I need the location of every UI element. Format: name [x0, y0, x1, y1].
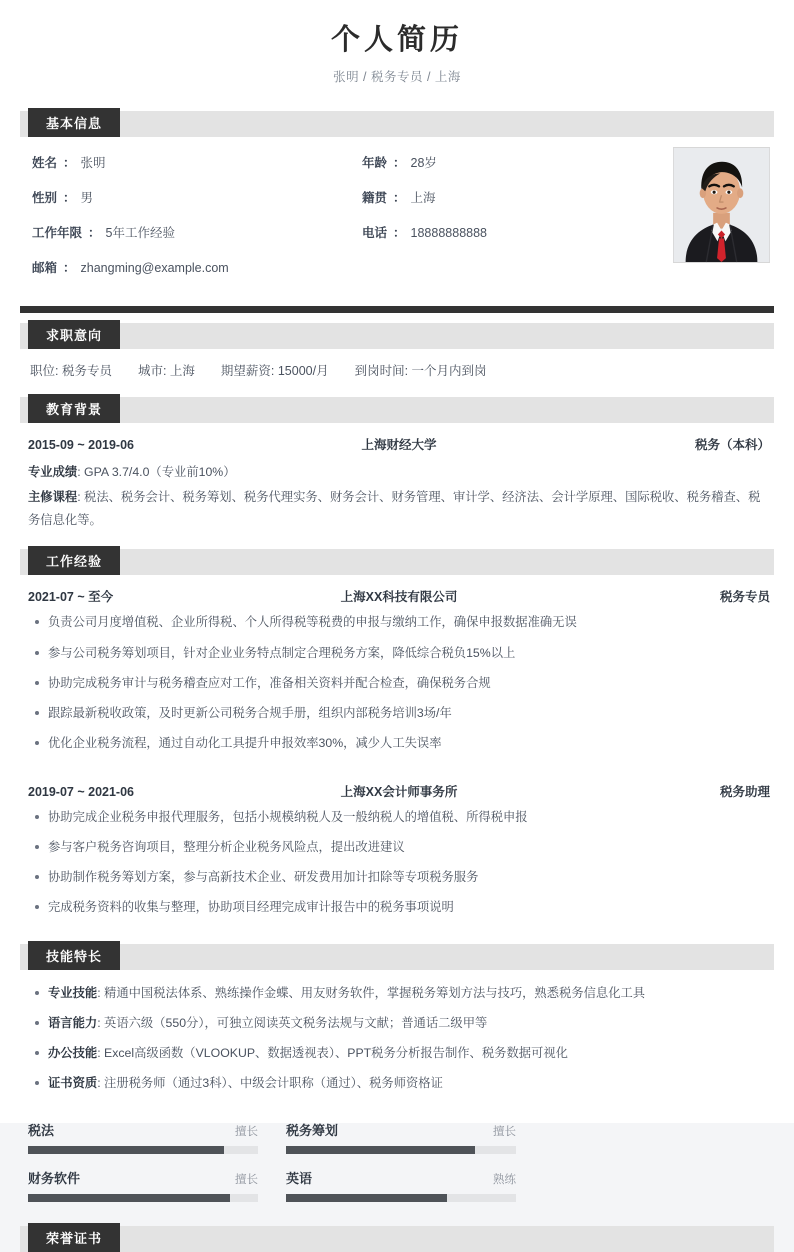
skill-label: 证书资质: [48, 1076, 98, 1091]
field-colon: ：: [393, 156, 406, 171]
skill-bar-fill: [28, 1146, 224, 1154]
skills-block: [20, 970, 774, 1110]
avatar: [673, 147, 770, 263]
field-value: 男: [80, 191, 94, 206]
detail-text: : GPA 3.7/4.0（专业前10%）: [77, 465, 236, 480]
section-title-intent: 求职意向: [28, 320, 120, 349]
skill-bars: [20, 1110, 774, 1216]
field-label: 年龄: [362, 156, 388, 171]
list-item: 完成税务资料的收集与整理，协助项目经理完成审计报告中的税务事项说明: [28, 898, 770, 917]
basic-info-field: [20, 223, 340, 241]
skill-bar-item: [28, 1168, 258, 1202]
list-item: 参与客户税务咨询项目，整理分析企业税务风险点，提出改进建议: [28, 838, 770, 857]
entry-organization: 上海XX会计师事务所: [340, 784, 458, 799]
section-title-skills: 技能特长: [28, 941, 120, 970]
education-list: [20, 423, 774, 539]
list-item: 跟踪最新税收政策，及时更新公司税务合规手册，组织内部税务培训3场/年: [28, 704, 770, 723]
basic-info-field: [340, 258, 640, 276]
entry-organization: 上海XX科技有限公司: [340, 590, 458, 605]
skill-label: 办公技能: [48, 1045, 98, 1060]
entry-header: [28, 587, 770, 605]
education-entry: [20, 423, 774, 539]
skill-bar-level: 熟练: [493, 1174, 516, 1187]
field-value: 张明: [80, 156, 106, 171]
section-title-basic: 基本信息: [28, 108, 120, 137]
job-intention-line: [20, 349, 774, 387]
page-title: 个人简历: [330, 24, 463, 56]
skill-bar-header: [28, 1120, 258, 1139]
field-colon: ：: [393, 226, 406, 241]
skill-bar-name: 英语: [286, 1171, 313, 1187]
field-value: 5年工作经验: [105, 226, 175, 241]
skill-bar-header: [286, 1168, 516, 1187]
field-value: zhangming@example.com: [80, 261, 229, 276]
field-label: 姓名: [32, 156, 58, 171]
entry-organization: 上海财经大学: [361, 438, 437, 453]
field-label: 工作年限: [32, 226, 83, 241]
job-intention-item: 期望薪资: 15000/月: [220, 364, 329, 379]
work-list: [20, 575, 774, 933]
detail-text: : 税法、税务会计、税务筹划、税务代理实务、财务会计、财务管理、审计学、经济法、会计学原理、国际税收、税务稽查、税务信息化等。: [28, 489, 761, 527]
skill-text: : Excel高级函数（VLOOKUP、数据透视表）、PPT税务分析报告制作、税务数据可视化: [97, 1045, 568, 1060]
skill-bar-name: 税务筹划: [286, 1123, 339, 1139]
skill-bar-fill: [286, 1146, 475, 1154]
list-item: 负责公司月度增值税、企业所得税、个人所得税等税费的申报与缴纳工作，确保申报数据准确无误: [28, 613, 770, 632]
field-label: 电话: [362, 226, 388, 241]
work-entry: [20, 575, 774, 769]
list-item: 协助制作税务筹划方案，参与高新技术企业、研发费用加计扣除等专项税务服务: [28, 868, 770, 887]
basic-info-row: [20, 258, 660, 276]
skill-bar-item: [28, 1120, 258, 1154]
field-colon: ：: [63, 156, 76, 171]
list-item: [28, 1074, 770, 1093]
field-colon: ：: [88, 226, 101, 241]
skill-text: : 英语六级（550分），可独立阅读英文税务法规与文献；普通话二级甲等: [97, 1015, 488, 1030]
skill-bar-level: 擅长: [235, 1174, 258, 1187]
document-header: [20, 0, 774, 101]
field-label: 籍贯: [362, 191, 388, 206]
education-detail: [28, 461, 770, 484]
job-intention-item: 到岗时间: 一个月内到岗: [354, 364, 487, 379]
field-label: 性别: [32, 191, 58, 206]
skill-bar-header: [28, 1168, 258, 1187]
field-colon: ：: [63, 261, 76, 276]
section-divider: [20, 306, 774, 313]
field-value: 上海: [410, 191, 436, 206]
section-header-basic: [20, 111, 774, 137]
list-item: 协助完成企业税务申报代理服务，包括小规模纳税人及一般纳税人的增值税、所得税申报: [28, 808, 770, 827]
skill-bar-track: [28, 1194, 258, 1202]
basic-info-block: [20, 137, 774, 297]
work-entry: [20, 770, 774, 934]
basic-info-field: [20, 258, 340, 276]
skill-label: 专业技能: [48, 985, 98, 1000]
list-item: [28, 1014, 770, 1033]
list-item: 参与公司税务筹划项目，针对企业业务特点制定合理税务方案，降低综合税负15%以上: [28, 644, 770, 663]
field-value: 28岁: [410, 156, 437, 171]
skill-bar-track: [286, 1146, 516, 1154]
skills-bullets: [28, 984, 770, 1093]
basic-info-field: [340, 153, 640, 171]
entry-role: 税务（本科）: [694, 438, 770, 453]
basic-info-row: [20, 223, 660, 241]
entry-role: 税务专员: [719, 590, 770, 605]
skill-bar-level: 擅长: [235, 1126, 258, 1139]
basic-info-row: [20, 188, 660, 206]
entry-date: 2019-07 ~ 2021-06: [28, 784, 134, 799]
detail-label: 专业成绩: [28, 465, 78, 480]
skill-bar-name: 税法: [28, 1123, 55, 1139]
job-intention-item: 职位: 税务专员: [30, 364, 112, 379]
page-subtitle: 张明 / 税务专员 / 上海: [333, 70, 461, 85]
list-item: [28, 1044, 770, 1063]
list-item: [28, 984, 770, 1003]
skill-bar-level: 擅长: [493, 1126, 516, 1139]
entry-header: [28, 782, 770, 800]
skill-bar-track: [28, 1146, 258, 1154]
skill-text: : 注册税务师（通过3科）、中级会计职称（通过）、税务师资格证: [97, 1076, 443, 1091]
section-header-honors: [20, 1226, 774, 1252]
skill-bar-name: 财务软件: [28, 1171, 81, 1187]
basic-info-grid: [20, 153, 660, 276]
basic-info-row: [20, 153, 660, 171]
skill-bar-header: [286, 1120, 516, 1139]
section-header-work: [20, 549, 774, 575]
section-title-work: 工作经验: [28, 546, 120, 575]
basic-info-field: [20, 153, 340, 171]
work-bullets: [28, 613, 770, 752]
list-item: 协助完成税务审计与税务稽查应对工作，准备相关资料并配合检查，确保税务合规: [28, 674, 770, 693]
education-detail: [28, 486, 770, 531]
entry-role: 税务助理: [719, 784, 770, 799]
field-colon: ：: [63, 191, 76, 206]
skill-label: 语言能力: [48, 1015, 98, 1030]
detail-label: 主修课程: [28, 489, 78, 504]
field-label: 邮箱: [32, 261, 58, 276]
skill-bar-fill: [28, 1194, 230, 1202]
basic-info-field: [20, 188, 340, 206]
entry-date: 2021-07 ~ 至今: [28, 590, 114, 605]
list-item: 优化企业税务流程，通过自动化工具提升申报效率30%，减少人工失误率: [28, 734, 770, 753]
basic-info-field: [340, 223, 640, 241]
section-header-education: [20, 397, 774, 423]
skill-text: : 精通中国税法体系、熟练操作金蝶、用友财务软件，掌握税务筹划方法与技巧，熟悉税务信息化工具: [97, 985, 646, 1000]
section-title-honors: 荣誉证书: [28, 1223, 120, 1252]
field-value: 18888888888: [410, 226, 488, 241]
basic-info-field: [340, 188, 640, 206]
skill-bar-fill: [286, 1194, 447, 1202]
section-header-intent: [20, 323, 774, 349]
field-colon: ：: [393, 191, 406, 206]
skill-bar-track: [286, 1194, 516, 1202]
skill-bar-item: [286, 1168, 516, 1202]
section-title-education: 教育背景: [28, 394, 120, 423]
work-bullets: [28, 808, 770, 917]
skill-bar-item: [286, 1120, 516, 1154]
entry-date: 2015-09 ~ 2019-06: [28, 438, 134, 453]
entry-header: [28, 435, 770, 453]
section-header-skills: [20, 944, 774, 970]
job-intention-item: 城市: 上海: [137, 364, 195, 379]
